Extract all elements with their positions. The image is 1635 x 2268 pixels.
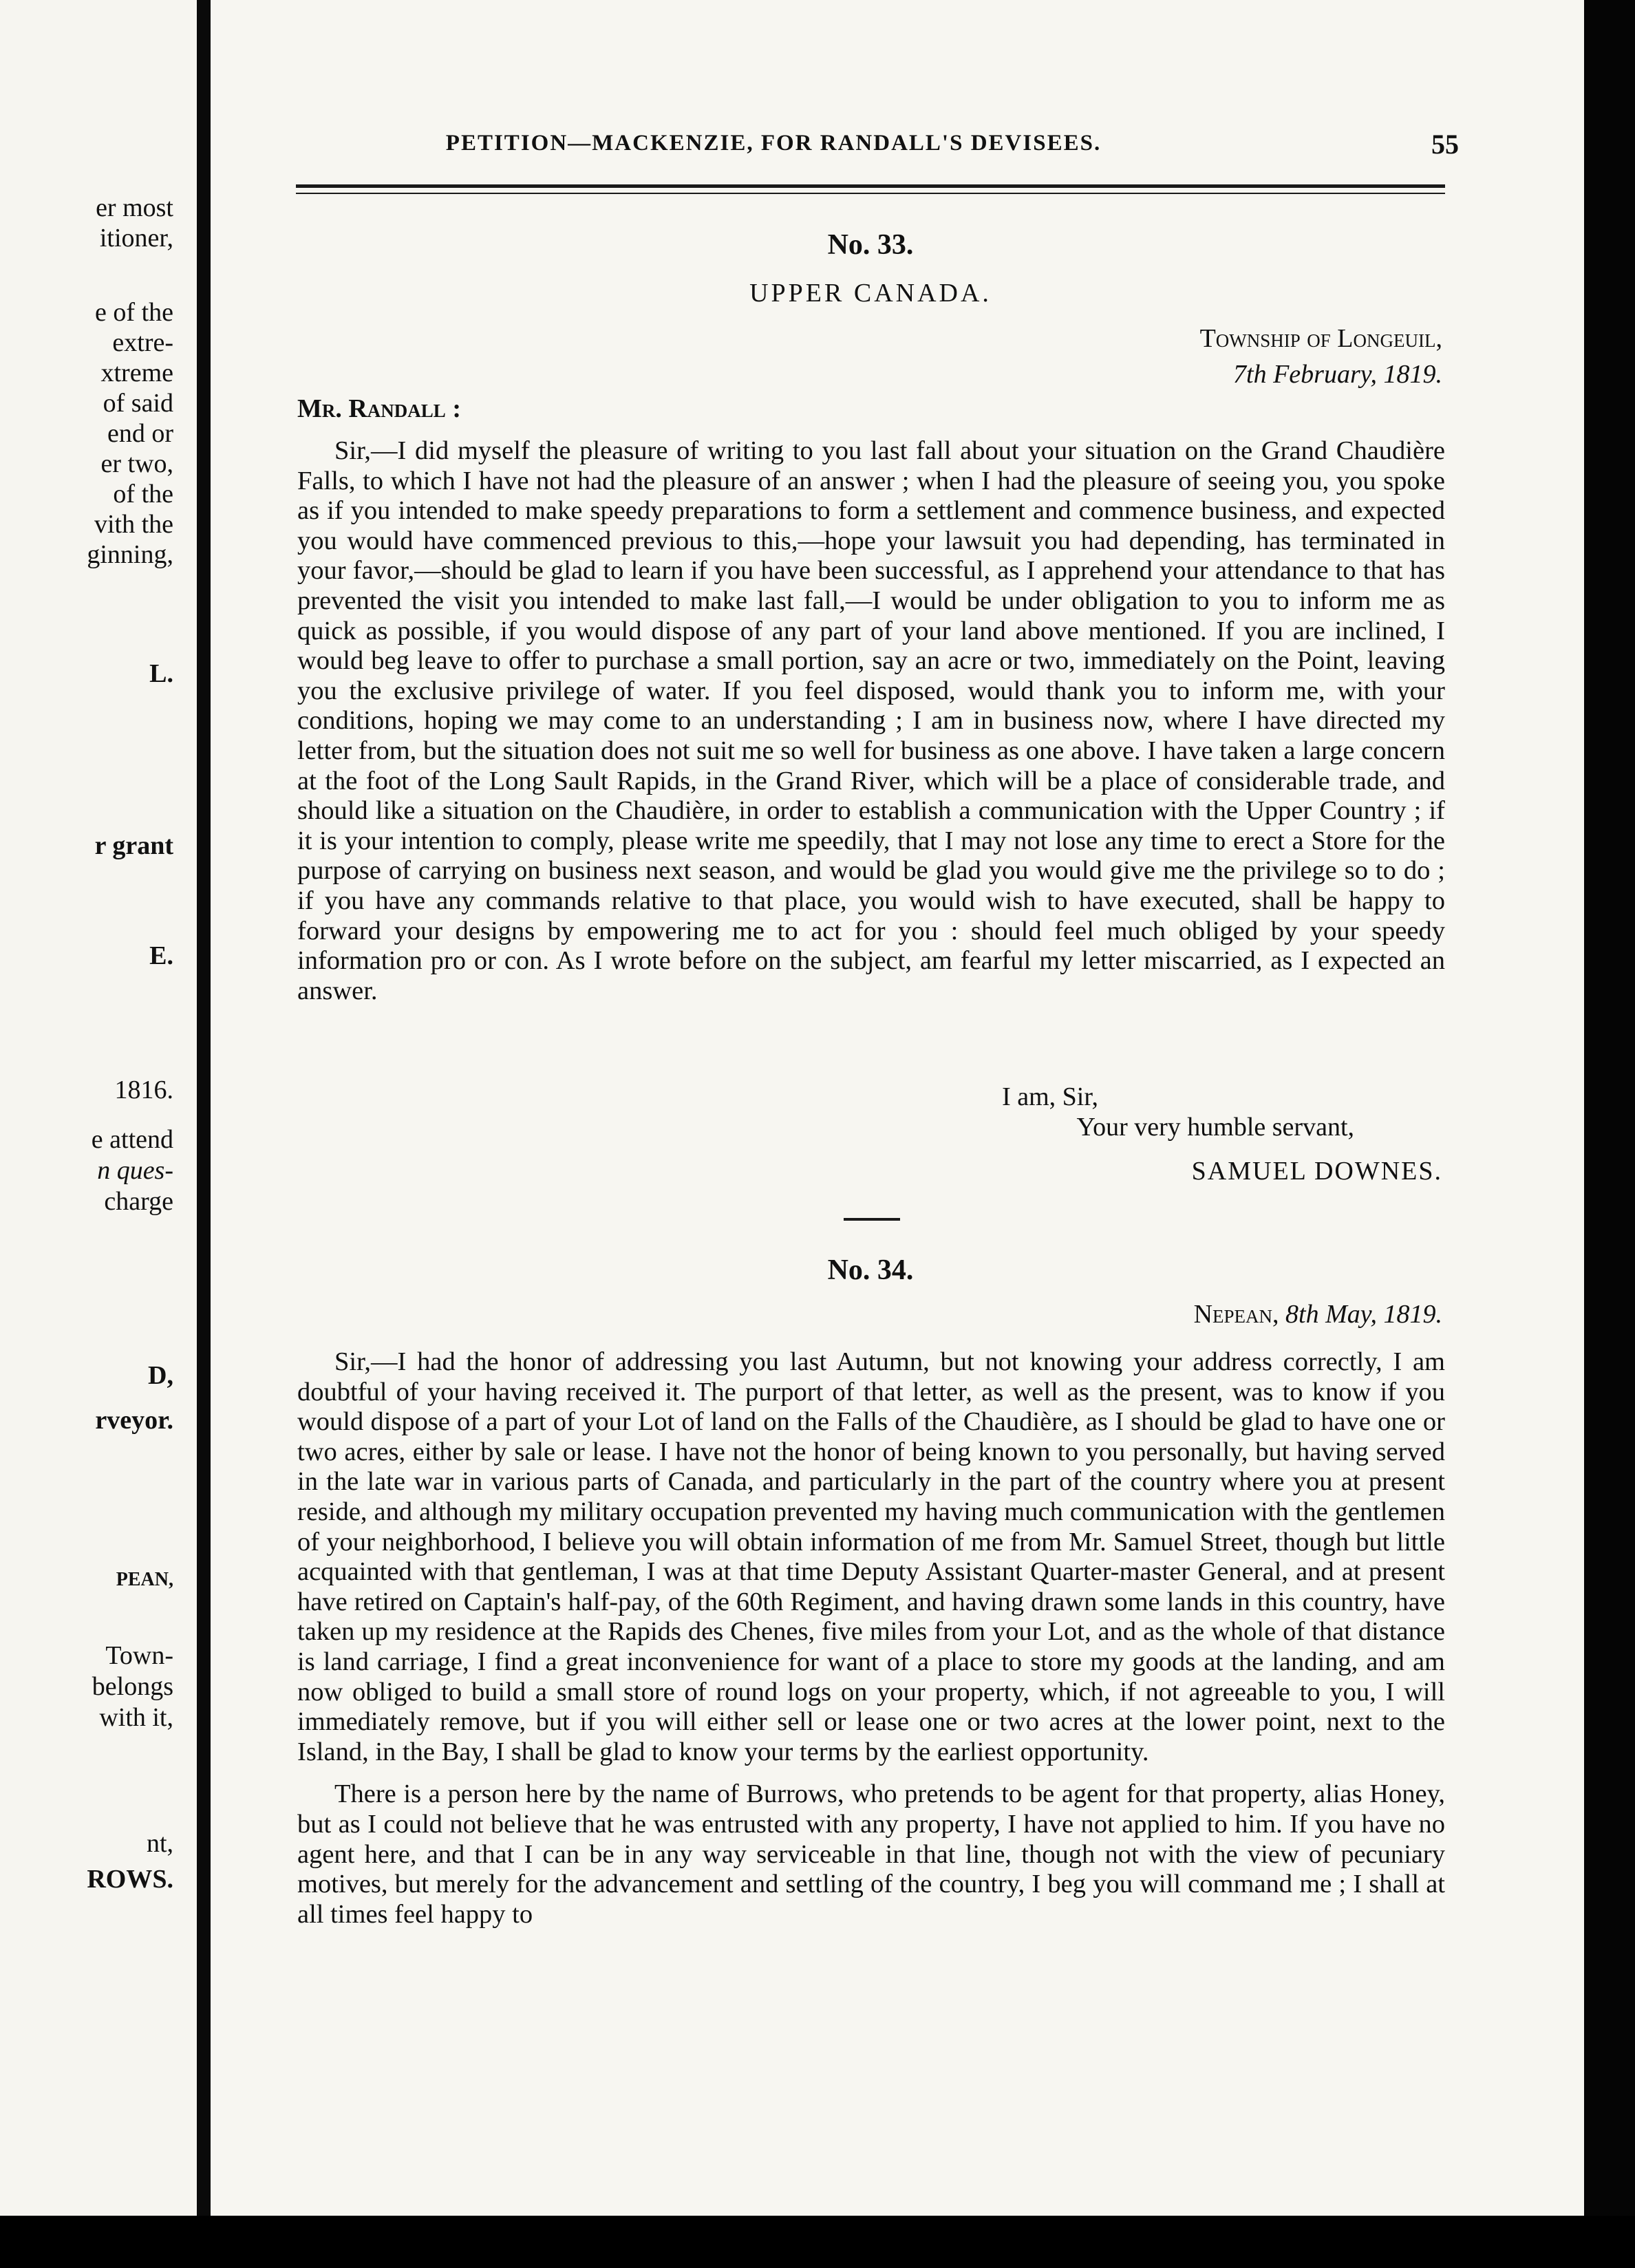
prev-fragment: er two, (100, 449, 173, 478)
letter-33-signature: SAMUEL DOWNES. (1191, 1157, 1442, 1186)
prev-fragment: e attend (91, 1125, 173, 1154)
prev-fragment: vith the (94, 510, 173, 539)
letter-33-paragraph: Sir,—I did myself the pleasure of writing to you last fall about your situation on the Grand Chaudière Falls, to which I have not had the pleasure of an answer ; when I had the pleasure of seeing you, you spoke as if you intended to make speedy preparations to form a settlement and commence business, and expected you would have commenced previous to this,—hope your lawsuit you had depending, has terminated in your favor,—should be glad to learn if you have been successful, as I apprehend your attendance to that has prevented the visit you intended to make last fall,—I would be under obligation to you to inform me as quick as possible, if you would dispose of any part of your land above mentioned. If you are inclined, I would beg leave to offer to purchase a small portion, say an acre or two, immediately on the Point, leaving you the exclusive privilege of water. If you feel disposed, would thank you to inform me, with your conditions, hoping we may come to an understanding ; I am in business now, where I have directed my letter from, but the situation does not suit me so well for business as one above. I have taken a large concern at the foot of the Long Sault Rapids, in the Grand River, which will be a place of considerable trade, and should like a situation on the Chaudière, in order to establish a communication with the Upper Country ; if it is your intention to comply, please write me speedily, that I may not lose any time to erect a Store for the purpose of carrying on business next season, and would be glad you would give me the privilege so to do ; if you have any commands relative to that place, you would wish to have executed, shall be happy to forward your designs by empowering me to act for you : should feel much obliged by your speedy information pro or con. As I wrote before on the subject, am fearful my letter miscarried, as I expected an answer. (297, 436, 1445, 1005)
letter-33-salutation: Mr. Randall : (297, 394, 461, 423)
prev-fragment: of the (113, 480, 173, 509)
prev-fragment: charge (104, 1187, 173, 1216)
prev-fragment: extre- (112, 328, 173, 357)
page-edge-shadow (1584, 0, 1635, 2268)
book-gutter (197, 0, 211, 2268)
prev-fragment: itioner, (99, 224, 173, 253)
header-rule-thin (296, 193, 1445, 194)
prev-fragment: of said (103, 389, 173, 418)
prev-fragment: rveyor. (95, 1406, 173, 1435)
letter-33-date: 7th February, 1819. (1233, 360, 1442, 389)
letter-34-number: No. 34. (827, 1254, 914, 1286)
letter-34-location: Nepean, (1193, 1300, 1279, 1329)
prev-fragment: xtreme (100, 359, 173, 387)
letter-34-date: 8th May, 1819. (1285, 1300, 1442, 1329)
letter-33-number: No. 33. (827, 229, 914, 261)
letter-33-place: UPPER CANADA. (749, 279, 992, 308)
prev-fragment: ROWS. (87, 1865, 173, 1894)
prev-fragment: nt, (146, 1829, 173, 1858)
section-divider (844, 1218, 900, 1221)
prev-fragment: end or (107, 419, 173, 448)
letter-34-paragraph: There is a person here by the name of Burrows, who pretends to be agent for that property, alias Honey, but as I could not believe that he was entrusted with any property, I have not applied to him. If you have no agent here, and that I can be in any way serviceable in that line, though not with the view of pecuniary motives, but merely for the advancement and settling of the country, I beg you will command me ; I shall at all times feel happy to (297, 1779, 1445, 1929)
prev-fragment: belongs (92, 1672, 173, 1701)
letter-34-body (297, 1347, 1445, 1929)
prev-fragment: with it, (99, 1703, 173, 1732)
prev-fragment: L. (149, 659, 173, 688)
running-head: PETITION—MACKENZIE, FOR RANDALL'S DEVISEES. (445, 131, 1102, 156)
letter-33-body (297, 436, 1445, 1006)
letter-33-location: Township of Longeuil, (1199, 324, 1442, 353)
prev-fragment: E. (149, 941, 173, 970)
letter-34-dateline (1194, 1299, 1442, 1329)
prev-fragment: r grant (94, 831, 173, 860)
letter-33-closing: Your very humble servant, (1076, 1113, 1354, 1142)
prev-fragment: 1816. (114, 1076, 173, 1104)
header-rule (296, 184, 1445, 188)
page-number: 55 (1431, 129, 1459, 160)
prev-fragment: ginning, (87, 540, 173, 569)
prev-fragment: er most (96, 193, 173, 222)
prev-fragment: D, (148, 1361, 173, 1390)
prev-fragment: n ques- (97, 1156, 173, 1185)
previous-page-fragment (0, 0, 197, 2268)
letter-33-closing: I am, Sir, (1002, 1082, 1098, 1111)
prev-fragment: Town- (105, 1641, 173, 1670)
letter-34-paragraph: Sir,—I had the honor of addressing you last Autumn, but not knowing your address correctly, I am doubtful of your having received it. The purport of that letter, as well as the present, was to know if you would dispose of a part of your Lot of land on the Falls of the Chaudière, as I should be glad to have one or two acres, either by sale or lease. I have not the honor of being known to you personally, but having served in the late war in various parts of Canada, and particularly in the part of the country where you at present reside, and although my military occupation prevented my having much communication with the gentlemen of your neighborhood, I believe you will obtain information of me from Mr. Samuel Street, though but little acquainted with that gentleman, I was at that time Deputy Assistant Quarter-master General, and at present have retired on Captain's half-pay, of the 60th Regiment, and having drawn some lands in this country, have taken up my residence at the Rapids des Chenes, five miles from your Lot, and as the whole of that distance is land carriage, I find a great inconvenience for want of a place to store my goods at the landing, and am now obliged to build a small store of round logs on your property, which, if not agreeable to you, I will immediately remove, but if you will either sell or lease one or two acres at the lower point, next to the Island, in the Bay, I shall be glad to know your terms by the earliest opportunity. (297, 1347, 1445, 1766)
prev-fragment: e of the (95, 298, 173, 327)
prev-fragment: PEAN, (116, 1569, 173, 1590)
scan-border (0, 2216, 1635, 2268)
